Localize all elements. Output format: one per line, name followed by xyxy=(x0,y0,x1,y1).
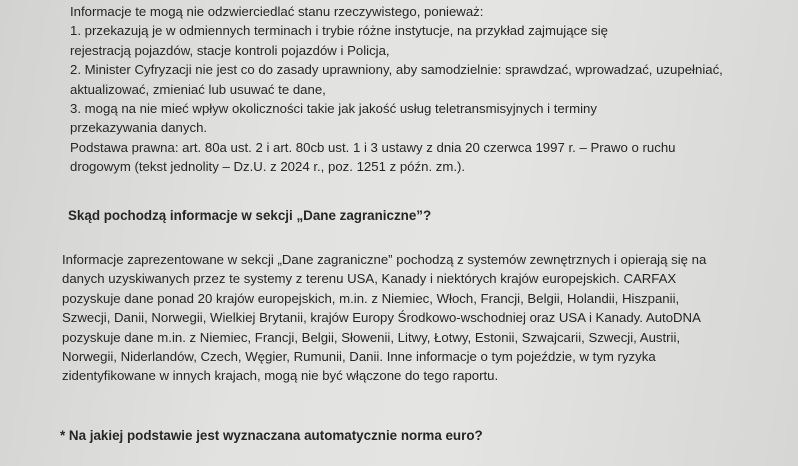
intro-paragraph xyxy=(70,2,723,177)
paragraph-line: pozyskuje dane ponad 20 krajów europejskich, m.in. z Niemiec, Włoch, Francji, Belgii, Holandii, Hiszpanii, xyxy=(62,290,680,306)
intro-line: rejestracją pojazdów, stacje kontroli pojazdów i Policja, xyxy=(70,42,390,58)
paragraph-line: Szwecji, Danii, Norwegii, Wielkiej Brytanii, krajów Europy Środkowo-wschodniej oraz USA i Kanady. AutoDNA xyxy=(62,310,701,326)
paragraph-line: zidentyfikowane w innych krajach, mogą nie być włączone do tego raportu. xyxy=(62,368,499,384)
intro-line: 1. przekazują je w odmiennych terminach i trybie różne instytucje, na przykład zajmujące się xyxy=(70,23,609,39)
intro-line: 3. mogą na nie mieć wpływ okoliczności takie jak jakość usług teletransmisyjnych i terminy xyxy=(70,101,597,117)
section-heading-foreign-data: Skąd pochodzą informacje w sekcji „Dane zagraniczne”? xyxy=(68,208,432,223)
intro-line: drogowym (tekst jednolity – Dz.U. z 2024 r., poz. 1251 z późn. zm.). xyxy=(70,159,466,175)
intro-line: aktualizować, zmieniać lub usuwać te dane, xyxy=(70,81,326,97)
paragraph-line: pozyskuje dane m.in. z Niemiec, Francji, Belgii, Słowenii, Litwy, Łotwy, Estonii, Szwajcarii, Szwecji, Austrii, xyxy=(62,329,681,345)
foreign-data-paragraph xyxy=(62,250,706,386)
paragraph-line: Informacje zaprezentowane w sekcji „Dane zagraniczne” pochodzą z systemów zewnętrznych i opierają się na xyxy=(62,252,707,267)
paragraph-line: Norwegii, Niderlandów, Czech, Węgier, Rumunii, Danii. Inne informacje o tym pojeździe, w tym ryzyka xyxy=(62,349,656,365)
intro-line: Informacje te mogą nie odzwierciedlać stanu rzeczywistego, ponieważ: xyxy=(70,4,484,19)
section-heading-euro-norm: * Na jakiej podstawie jest wyznaczana automatycznie norma euro? xyxy=(60,428,483,443)
intro-line: przekazywania danych. xyxy=(70,120,208,136)
intro-line: 2. Minister Cyfryzacji nie jest co do zasady uprawniony, aby samodzielnie: sprawdzać, wprowadzać, uzupełniać, xyxy=(70,62,723,78)
paragraph-line: danych uzyskiwanych przez te systemy z terenu USA, Kanady i niektórych krajów europejskich. CARFAX xyxy=(62,271,677,287)
intro-line: Podstawa prawna: art. 80a ust. 2 i art. 80cb ust. 1 i 3 ustawy z dnia 20 czerwca 1997 r. – Prawo o ruchu xyxy=(70,139,676,155)
